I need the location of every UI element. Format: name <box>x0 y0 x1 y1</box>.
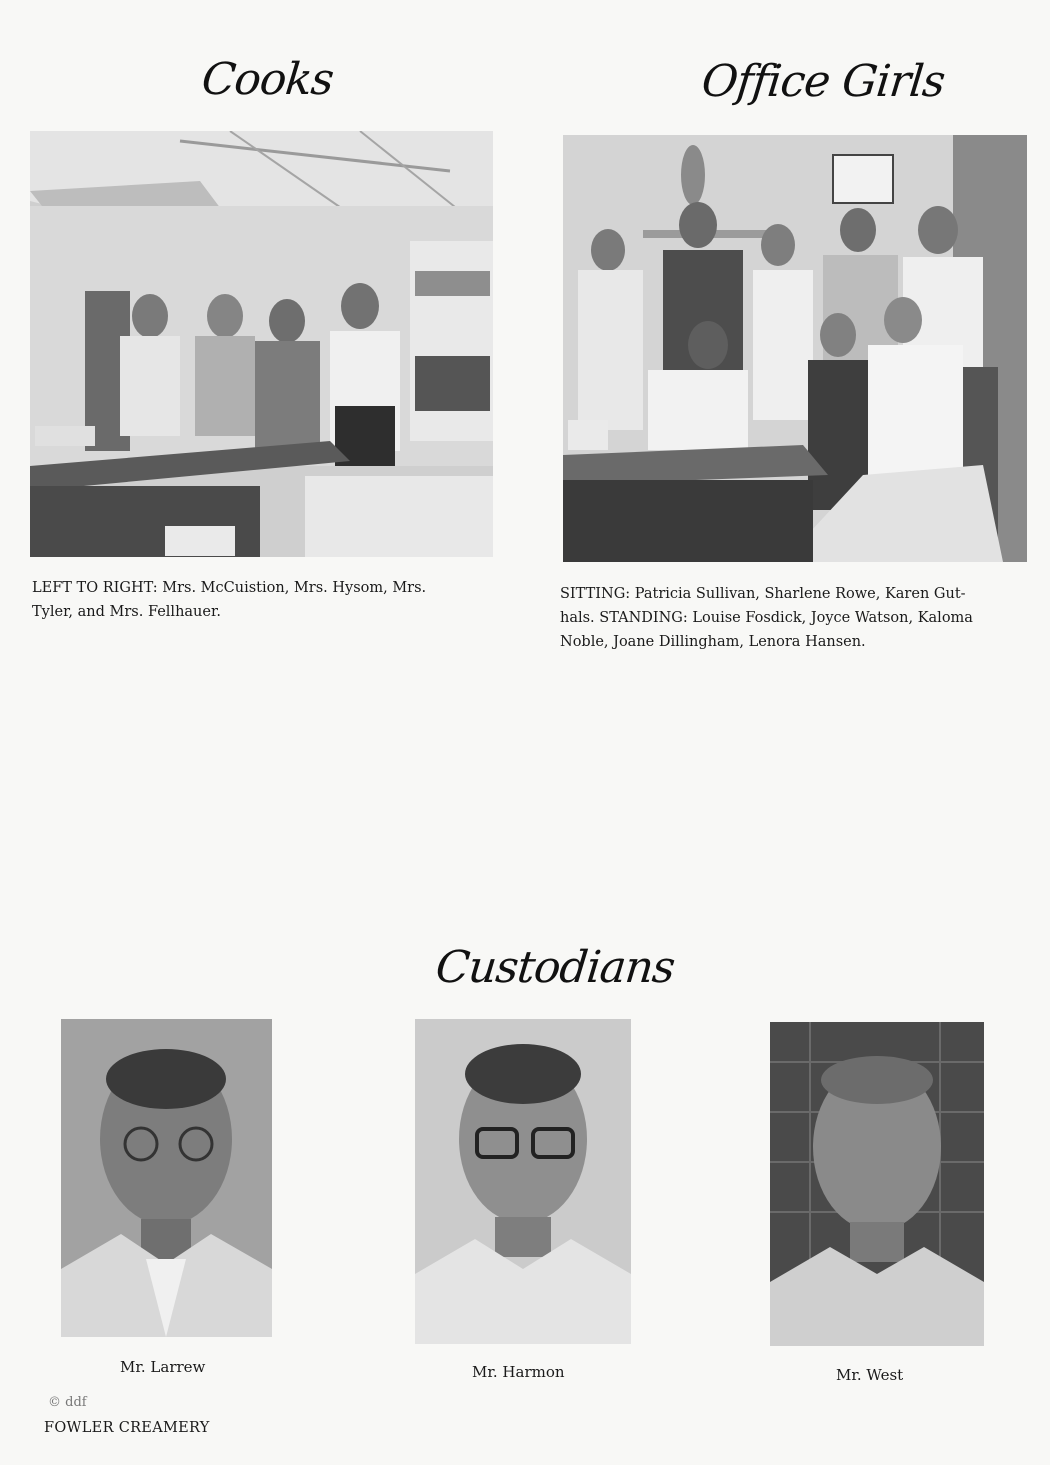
office-girls-heading: Office Girls <box>699 56 947 107</box>
office-girls-photo <box>563 135 1027 562</box>
office-caption-line: SITTING: Patricia Sullivan, Sharlene Rowe, Karen Gut- <box>560 586 966 602</box>
custodians-heading: Custodians <box>433 942 677 993</box>
portrait-west <box>770 1022 984 1346</box>
office-caption-line: hals. STANDING: Louise Fosdick, Joyce Watson, Kaloma <box>560 610 973 626</box>
cooks-caption-line: Tyler, and Mrs. Fellhauer. <box>32 604 221 620</box>
custodian-name-west: Mr. West <box>836 1366 904 1384</box>
watermark: © ddf <box>48 1395 87 1410</box>
cooks-caption-line: LEFT TO RIGHT: Mrs. McCuistion, Mrs. Hysom, Mrs. <box>32 580 427 596</box>
portrait-larrew <box>61 1019 272 1337</box>
footer-credit: FOWLER CREAMERY <box>44 1420 210 1436</box>
office-girls-caption <box>560 582 1024 654</box>
custodian-name-harmon: Mr. Harmon <box>472 1363 565 1381</box>
cooks-heading: Cooks <box>199 54 336 105</box>
cooks-caption <box>32 576 489 624</box>
portrait-harmon <box>415 1019 631 1344</box>
custodian-name-larrew: Mr. Larrew <box>120 1358 206 1376</box>
office-caption-line: Noble, Joane Dillingham, Lenora Hansen. <box>560 634 866 650</box>
cooks-photo <box>30 131 493 557</box>
